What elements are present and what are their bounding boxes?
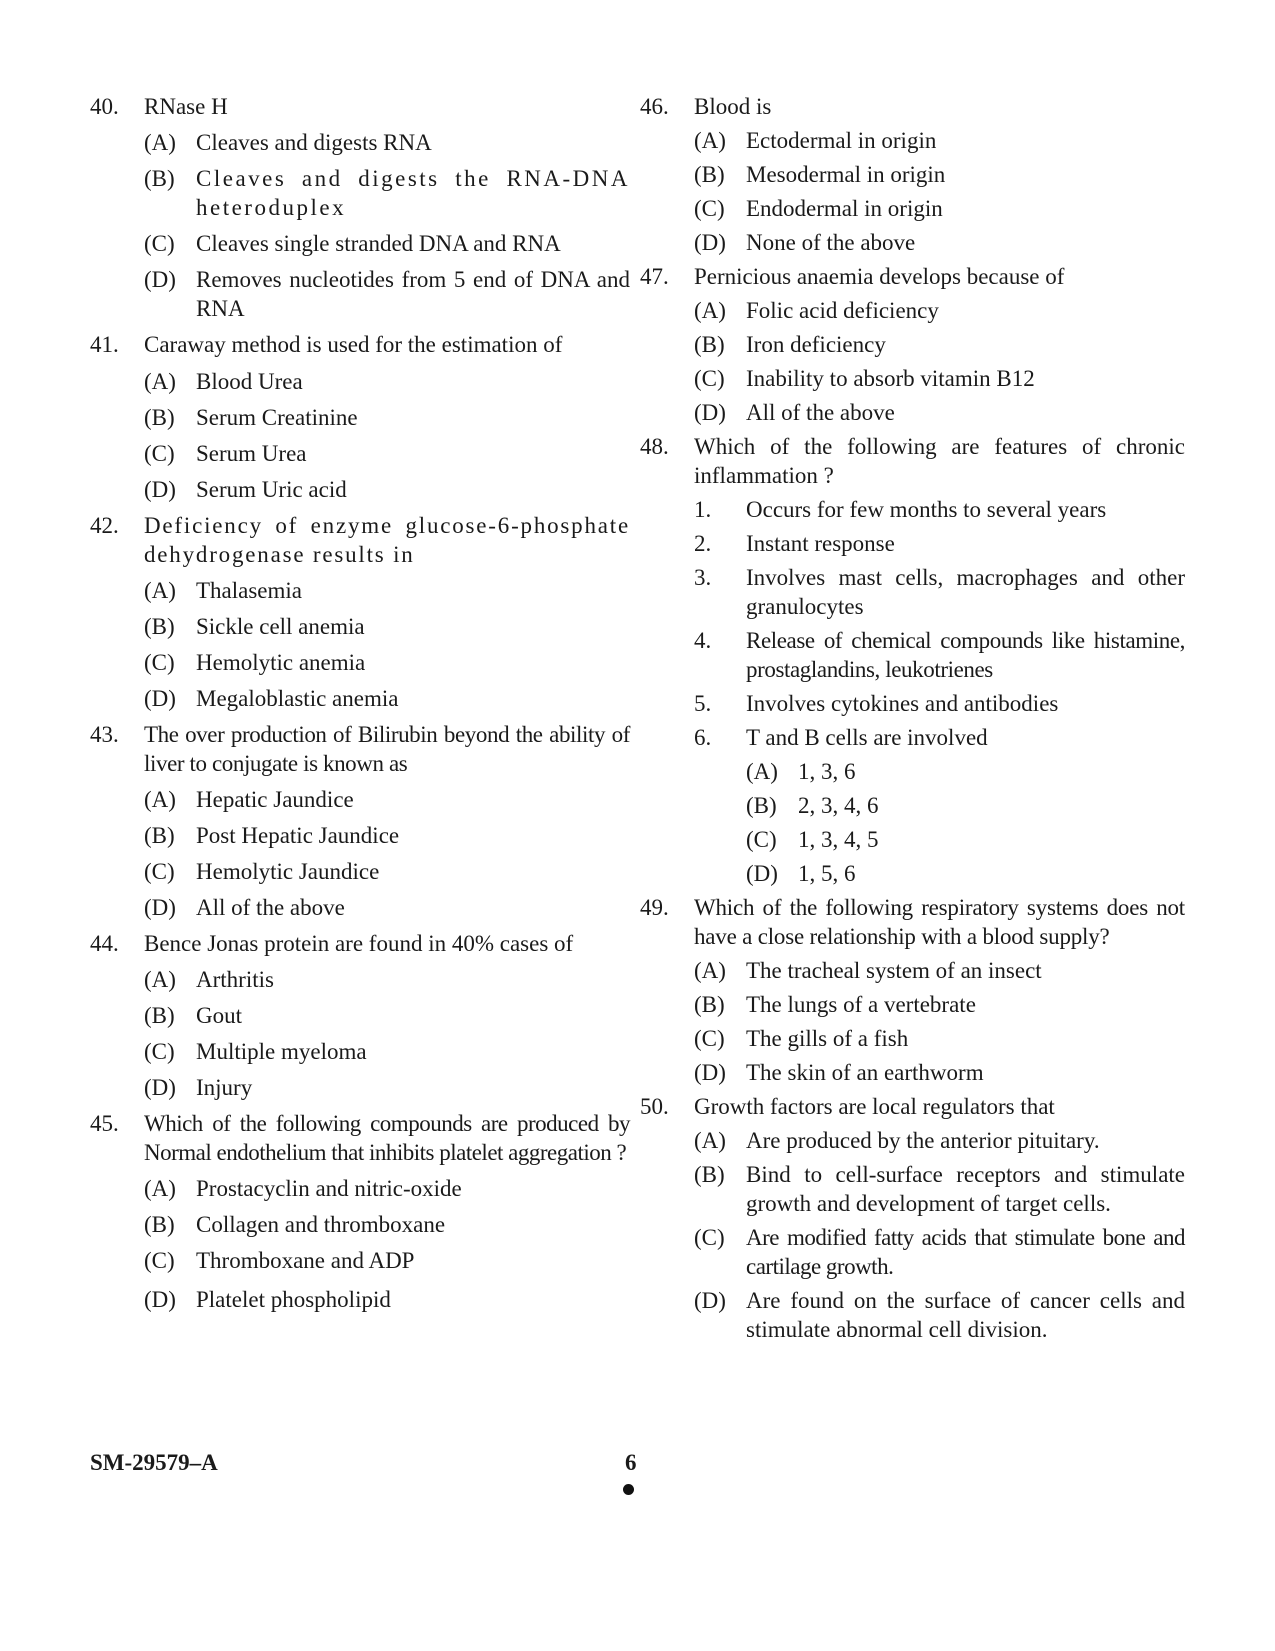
question-text: Blood is: [694, 94, 772, 119]
option-label: (B): [746, 793, 777, 818]
statement-text: Instant response: [746, 531, 895, 556]
option-label: (B): [694, 1162, 725, 1187]
option-text: 2, 3, 4, 6: [798, 793, 879, 818]
option-text: Serum Creatinine: [196, 405, 358, 430]
question-44: [90, 929, 630, 1102]
option-text: Are modified fatty acids that stimulate bone and cartilage growth.: [746, 1225, 1185, 1279]
option-label: (C): [144, 650, 175, 675]
option-label: (C): [144, 1039, 175, 1064]
option-label: (A): [694, 298, 726, 323]
bullet-dot-icon: [623, 1484, 634, 1495]
option-text: 1, 5, 6: [798, 861, 856, 886]
option-text: Are found on the surface of cancer cells and stimulate abnormal cell division.: [746, 1288, 1185, 1342]
option-text: Platelet phospholipid: [196, 1287, 391, 1312]
question-number: 47.: [640, 264, 669, 289]
statement-text: Involves cytokines and antibodies: [746, 691, 1059, 716]
statement-text: Release of chemical compounds like histamine, prostaglandins, leukotrienes: [746, 628, 1185, 682]
question-number: 44.: [90, 931, 119, 956]
option-label: (C): [144, 441, 175, 466]
option-label: (C): [144, 1248, 175, 1273]
statement-text: Involves mast cells, macrophages and other granulocytes: [746, 565, 1185, 619]
option-label: (B): [144, 405, 175, 430]
question-number: 45.: [90, 1111, 119, 1136]
option-text: Gout: [196, 1003, 242, 1028]
right-column: [640, 92, 1185, 1344]
option-label: (A): [144, 130, 176, 155]
option-label: (A): [746, 759, 778, 784]
option-label: (D): [144, 686, 176, 711]
option-label: (C): [694, 196, 725, 221]
option-label: (C): [144, 231, 175, 256]
statement-text: Occurs for few months to several years: [746, 497, 1107, 522]
question-text: Bence Jonas protein are found in 40% cases of: [144, 931, 574, 956]
question-42: [90, 511, 630, 713]
option-label: (C): [746, 827, 777, 852]
question-40: [90, 92, 630, 323]
question-45: [90, 1109, 630, 1314]
statement-label: 4.: [694, 628, 712, 653]
statement-label: 3.: [694, 565, 712, 590]
option-text: The gills of a fish: [746, 1026, 909, 1051]
option-label: (A): [144, 578, 176, 603]
option-text: Cleaves single stranded DNA and RNA: [196, 231, 561, 256]
question-number: 49.: [640, 895, 669, 920]
option-label: (B): [144, 1003, 175, 1028]
option-label: (D): [144, 1287, 176, 1312]
option-text: Cleaves and digests the RNA-DNA heteroduplex: [196, 166, 630, 220]
option-label: (B): [144, 823, 175, 848]
option-label: (D): [144, 267, 176, 292]
option-label: (D): [144, 1075, 176, 1100]
option-text: Arthritis: [196, 967, 274, 992]
option-label: (A): [144, 787, 176, 812]
option-label: (B): [144, 1212, 175, 1237]
option-text: Mesodermal in origin: [746, 162, 946, 187]
option-label: (A): [694, 1128, 726, 1153]
question-text: The over production of Bilirubin beyond the ability of liver to conjugate is known as: [144, 722, 630, 776]
option-text: None of the above: [746, 230, 916, 255]
option-text: The tracheal system of an insect: [746, 958, 1042, 983]
page-number: 6: [625, 1450, 637, 1475]
option-label: (A): [144, 967, 176, 992]
option-label: (C): [694, 1225, 725, 1250]
question-46: [640, 92, 1185, 257]
option-text: Sickle cell anemia: [196, 614, 365, 639]
option-label: (D): [694, 400, 726, 425]
option-text: Hepatic Jaundice: [196, 787, 354, 812]
option-text: Prostacyclin and nitric-oxide: [196, 1176, 462, 1201]
option-text: 1, 3, 6: [798, 759, 856, 784]
option-label: (C): [144, 859, 175, 884]
option-text: Ectodermal in origin: [746, 128, 937, 153]
option-label: (A): [694, 128, 726, 153]
question-text: Caraway method is used for the estimation of: [144, 332, 563, 357]
option-text: Folic acid deficiency: [746, 298, 939, 323]
question-text: Which of the following compounds are produced by Normal endothelium that inhibits platelet aggregation ?: [144, 1111, 630, 1165]
option-text: All of the above: [746, 400, 895, 425]
option-text: Thalasemia: [196, 578, 303, 603]
statement-text: T and B cells are involved: [746, 725, 988, 750]
option-label: (D): [694, 1060, 726, 1085]
question-text: Which of the following respiratory systems does not have a close relationship with a blood supply?: [694, 895, 1185, 949]
left-column: [90, 92, 630, 1314]
option-label: (A): [144, 1176, 176, 1201]
option-label: (B): [144, 614, 175, 639]
option-text: Hemolytic Jaundice: [196, 859, 380, 884]
option-label: (D): [694, 1288, 726, 1313]
option-text: Multiple myeloma: [196, 1039, 367, 1064]
option-label: (B): [144, 166, 175, 191]
option-label: (D): [144, 895, 176, 920]
option-text: Injury: [196, 1075, 253, 1100]
question-number: 41.: [90, 332, 119, 357]
option-text: The lungs of a vertebrate: [746, 992, 976, 1017]
statement-label: 5.: [694, 691, 712, 716]
question-49: [640, 893, 1185, 1087]
option-text: Hemolytic anemia: [196, 650, 366, 675]
question-text: RNase H: [144, 94, 228, 119]
statement-label: 1.: [694, 497, 712, 522]
option-label: (D): [144, 477, 176, 502]
question-number: 43.: [90, 722, 119, 747]
option-text: Iron deficiency: [746, 332, 886, 357]
option-text: Post Hepatic Jaundice: [196, 823, 400, 848]
option-text: Are produced by the anterior pituitary.: [746, 1128, 1100, 1153]
option-label: (C): [694, 366, 725, 391]
question-text: Pernicious anaemia develops because of: [694, 264, 1065, 289]
question-number: 40.: [90, 94, 119, 119]
option-text: Serum Uric acid: [196, 477, 347, 502]
option-text: Thromboxane and ADP: [196, 1248, 415, 1273]
question-text: Deficiency of enzyme glucose-6-phosphate dehydrogenase results in: [144, 513, 630, 567]
question-text: Growth factors are local regulators that: [694, 1094, 1055, 1119]
question-text: Which of the following are features of chronic inflammation ?: [694, 434, 1185, 488]
option-text: Bind to cell-surface receptors and stimulate growth and development of target cells.: [746, 1162, 1185, 1216]
option-text: 1, 3, 4, 5: [798, 827, 879, 852]
option-text: Cleaves and digests RNA: [196, 130, 432, 155]
option-text: The skin of an earthworm: [746, 1060, 984, 1085]
option-label: (C): [694, 1026, 725, 1051]
question-50: [640, 1092, 1185, 1344]
option-text: Serum Urea: [196, 441, 307, 466]
question-number: 48.: [640, 434, 669, 459]
option-text: Inability to absorb vitamin B12: [746, 366, 1035, 391]
question-number: 50.: [640, 1094, 669, 1119]
option-text: Removes nucleotides from 5 end of DNA and RNA: [196, 267, 630, 321]
question-number: 42.: [90, 513, 119, 538]
option-label: (A): [694, 958, 726, 983]
option-label: (A): [144, 369, 176, 394]
statement-label: 2.: [694, 531, 712, 556]
statement-label: 6.: [694, 725, 712, 750]
option-text: All of the above: [196, 895, 345, 920]
question-43: [90, 720, 630, 922]
option-text: Blood Urea: [196, 369, 303, 394]
option-text: Collagen and thromboxane: [196, 1212, 446, 1237]
option-text: Endodermal in origin: [746, 196, 943, 221]
option-label: (B): [694, 332, 725, 357]
option-label: (B): [694, 162, 725, 187]
question-48: [640, 432, 1185, 888]
paper-code: SM-29579–A: [90, 1450, 218, 1475]
option-label: (D): [694, 230, 726, 255]
option-label: (D): [746, 861, 778, 886]
question-number: 46.: [640, 94, 669, 119]
question-41: [90, 330, 630, 504]
question-47: [640, 262, 1185, 427]
option-text: Megaloblastic anemia: [196, 686, 399, 711]
option-label: (B): [694, 992, 725, 1017]
